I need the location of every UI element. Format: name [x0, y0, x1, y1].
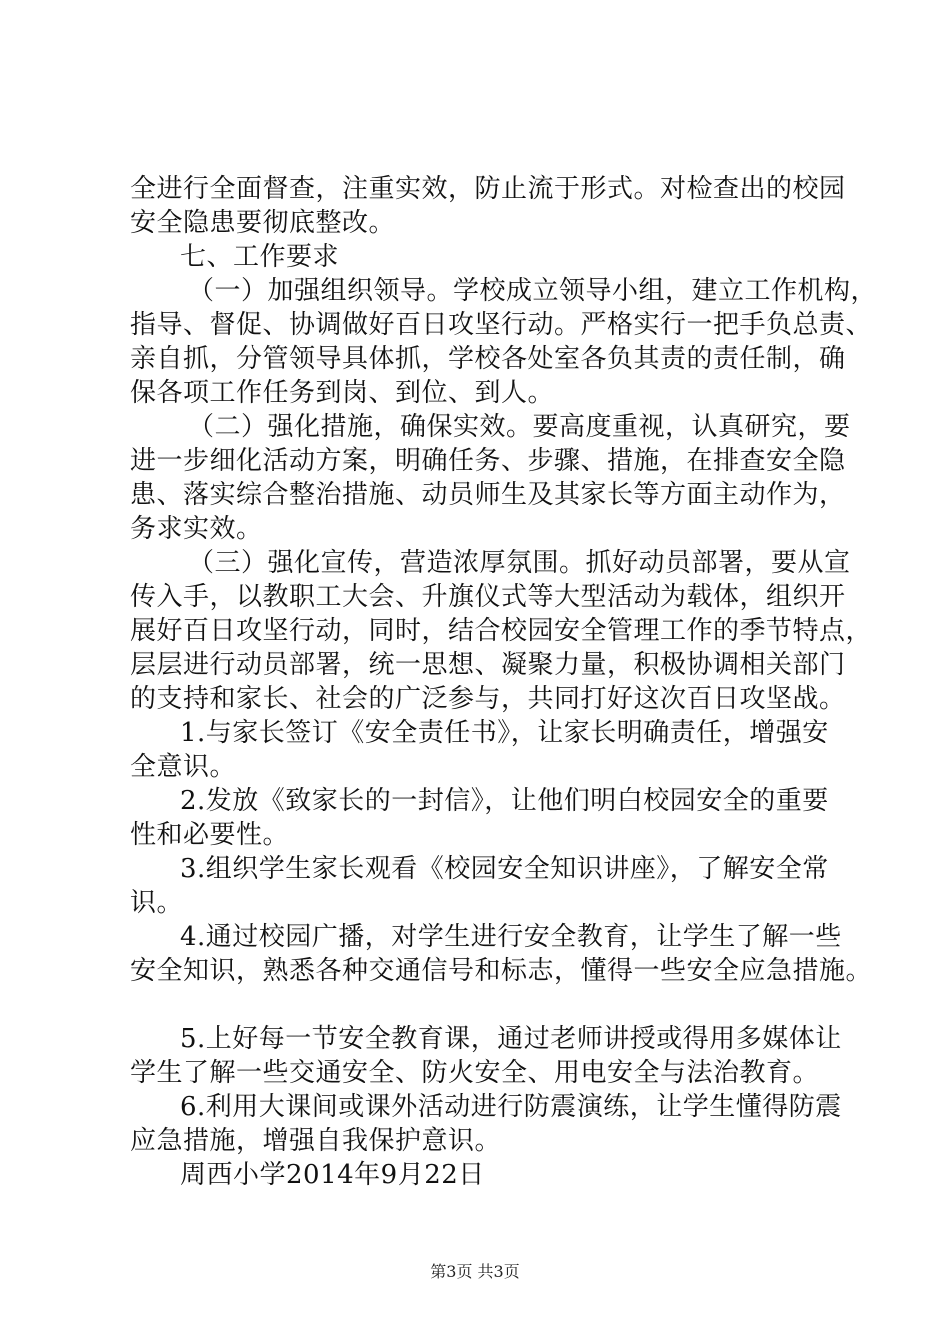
- body-line: （三）强化宣传，营造浓厚氛围。抓好动员部署，要从宣: [188, 548, 851, 578]
- list-item: 3.组织学生家长观看《校园安全知识讲座》，了解安全常: [180, 854, 829, 884]
- body-line: 展好百日攻坚行动，同时，结合校园安全管理工作的季节特点，: [130, 616, 873, 646]
- list-item: 5.上好每一节安全教育课，通过老师讲授或得用多媒体让: [180, 1024, 842, 1054]
- list-item: 4.通过校园广播，对学生进行安全教育，让学生了解一些: [180, 922, 842, 952]
- section-heading: 七、工作要求: [180, 242, 340, 272]
- body-line: （一）加强组织领导。学校成立领导小组，建立工作机构，: [188, 276, 878, 306]
- body-line: 传入手，以教职工大会、升旗仪式等大型活动为载体，组织开: [130, 582, 846, 612]
- body-line: 指导、督促、协调做好百日攻坚行动。严格实行一把手负总责、: [130, 310, 873, 340]
- body-line: 性和必要性。: [130, 820, 290, 850]
- body-line: 层层进行动员部署，统一思想、凝聚力量，积极协调相关部门: [130, 650, 846, 680]
- list-item: 6.利用大课间或课外活动进行防震演练，让学生懂得防震: [180, 1092, 842, 1122]
- body-line: 学生了解一些交通安全、防火安全、用电安全与法治教育。: [130, 1058, 820, 1088]
- list-item: 2.发放《致家长的一封信》，让他们明白校园安全的重要: [180, 786, 829, 816]
- body-line: 识。: [130, 888, 184, 918]
- list-item: 1.与家长签订《安全责任书》，让家长明确责任，增强安: [180, 718, 829, 748]
- body-line: 亲自抓，分管领导具体抓，学校各处室各负其责的责任制，确: [130, 344, 846, 374]
- body-line: 安全知识，熟悉各种交通信号和标志，懂得一些安全应急措施。: [130, 956, 873, 986]
- body-line: 安全隐患要彻底整改。: [130, 208, 396, 238]
- body-line: 进一步细化活动方案，明确任务、步骤、措施，在排查安全隐: [130, 446, 846, 476]
- body-line: 应急措施，增强自我保护意识。: [130, 1126, 502, 1156]
- body-line: 务求实效。: [130, 514, 263, 544]
- body-line: （二）强化措施，确保实效。要高度重视，认真研究，要: [188, 412, 851, 442]
- body-line: 保各项工作任务到岗、到位、到人。: [130, 378, 555, 408]
- body-line: 的支持和家长、社会的广泛参与，共同打好这次百日攻坚战。: [130, 684, 846, 714]
- body-line: 患、落实综合整治措施、动员师生及其家长等方面主动作为，: [130, 480, 846, 510]
- signature-date: 周西小学2014年9月22日: [180, 1160, 485, 1190]
- body-line: 全意识。: [130, 752, 237, 782]
- body-line: 全进行全面督查，注重实效，防止流于形式。对检查出的校园: [130, 174, 846, 204]
- page-footer: 第3页 共3页: [430, 1262, 520, 1281]
